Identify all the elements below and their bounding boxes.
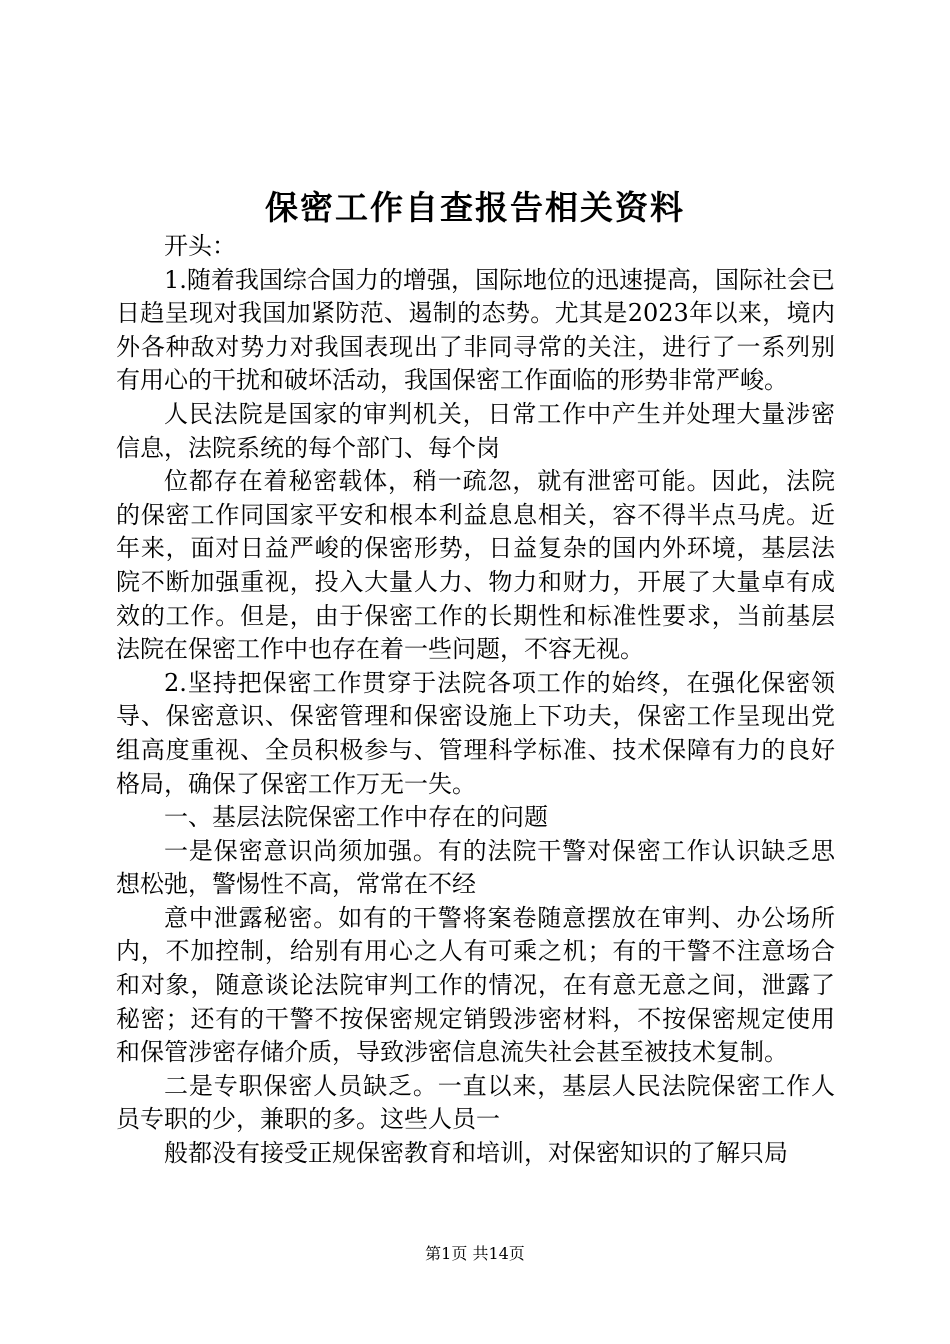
page-footer: 第1页 共14页 xyxy=(425,1244,525,1263)
paragraph-5: 一是保密意识尚须加强。有的法院干警对保密工作认识缺乏思想松弛，警惕性不高，常常在不经 xyxy=(116,836,835,899)
document-body xyxy=(116,230,835,1171)
paragraph-6: 意中泄露秘密。如有的干警将案卷随意摆放在审判、办公场所内，不加控制，给别有用心之人有可乘之机；有的干警不注意场合和对象，随意谈论法院审判工作的情况，在有意无意之间，泄露了秘密；还有的干警不按保密规定销毁涉密材料，不按保密规定使用和保管涉密存储介质，导致涉密信息流失社会甚至被技术复制。 xyxy=(116,903,835,1067)
document-title: 保密工作自查报告相关资料 xyxy=(265,188,685,227)
paragraph-8: 般都没有接受正规保密教育和培训，对保密知识的了解只局 xyxy=(164,1139,788,1168)
section-heading: 一、基层法院保密工作中存在的问题 xyxy=(164,803,548,832)
paragraph-3: 位都存在着秘密载体，稍一疏忽，就有泄密可能。因此，法院的保密工作同国家平安和根本利益息息相关，容不得半点马虎。近年来，面对日益严峻的保密形势，日益复杂的国内外环境，基层法院不断加强重视，投入大量人力、物力和财力，开展了大量卓有成效的工作。但是，由于保密工作的长期性和标准性要求，当前基层法院在保密工作中也存在着一些问题，不容无视。 xyxy=(116,467,835,664)
paragraph-2: 人民法院是国家的审判机关，日常工作中产生并处理大量涉密信息，法院系统的每个部门、每个岗 xyxy=(116,399,835,462)
paragraph-4: 2.坚持把保密工作贯穿于法院各项工作的始终，在强化保密领导、保密意识、保密管理和保密设施上下功夫，保密工作呈现出党组高度重视、全员积极参与、管理科学标准、技术保障有力的良好格局，确保了保密工作万无一失。 xyxy=(116,668,835,798)
paragraph-7: 二是专职保密人员缺乏。一直以来，基层人民法院保密工作人员专职的少，兼职的多。这些人员一 xyxy=(116,1071,835,1134)
paragraph-1: 1.随着我国综合国力的增强，国际地位的迅速提高，国际社会已日趋呈现对我国加紧防范、遏制的态势。尤其是2023年以来，境内外各种敌对势力对我国表现出了非同寻常的关注，进行了一系列别有用心的干扰和破坏活动，我国保密工作面临的形势非常严峻。 xyxy=(116,265,835,395)
paragraph-opening: 开头： xyxy=(164,232,236,260)
